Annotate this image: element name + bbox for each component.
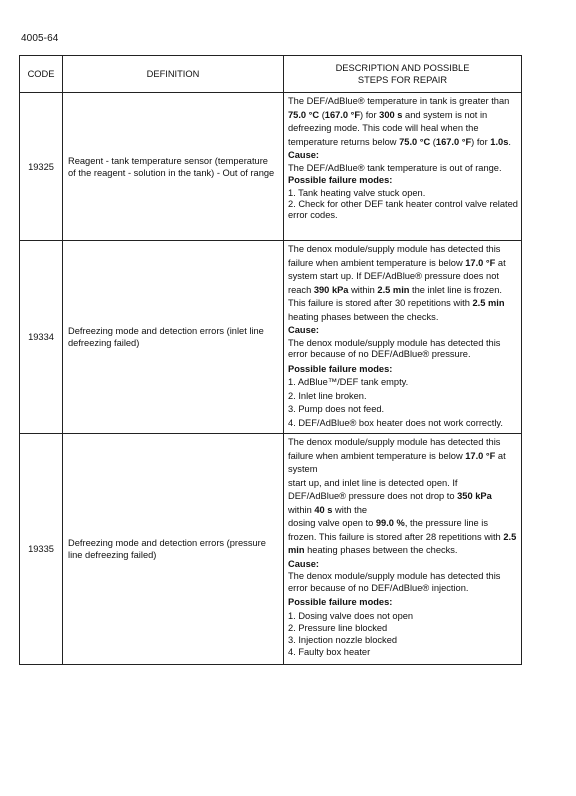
row-code: 19335	[20, 434, 63, 665]
header-description-line1: DESCRIPTION AND POSSIBLE	[335, 63, 470, 73]
page-number: 4005-64	[21, 33, 59, 44]
header-description-line2: STEPS FOR REPAIR	[357, 75, 448, 85]
cause-label: Cause:	[288, 558, 320, 569]
cause-text: The DEF/AdBlue® tank temperature is out of range.	[288, 162, 502, 173]
row-definition: Reagent - tank temperature sensor (temperature of the reagent - solution in the tank) - Out of range	[63, 93, 284, 241]
list-item: 2. Pressure line blocked	[288, 622, 388, 633]
table-header-row	[20, 56, 522, 93]
row-code: 19325	[20, 93, 63, 241]
failure-modes-list	[288, 188, 518, 222]
table-row	[20, 434, 522, 665]
row-description	[284, 93, 522, 241]
cause-text: The denox module/supply module has detected this error because of no DEF/AdBlue® pressure.	[288, 337, 501, 359]
cause-text: The denox module/supply module has detected this error because of no DEF/AdBlue® injection.	[288, 571, 501, 593]
list-item: 1. Tank heating valve stuck open.	[288, 187, 426, 198]
list-item: 1. AdBlue™/DEF tank empty.	[288, 377, 409, 387]
failure-modes-list	[288, 610, 518, 659]
list-item: 4. DEF/AdBlue® box heater does not work correctly.	[288, 417, 503, 428]
table-row	[20, 241, 522, 434]
failure-modes-label: Possible failure modes:	[288, 363, 393, 374]
list-item: 2. Check for other DEF tank heater control valve related error codes.	[288, 198, 518, 220]
cause-label: Cause:	[288, 325, 320, 335]
failure-modes-label: Possible failure modes:	[288, 175, 393, 185]
list-item: 1. Dosing valve does not open	[288, 610, 414, 621]
description-text: The denox module/supply module has detected this failure when ambient temperature is below 17.0 °F at system start up. If DEF/AdBlue® pressure does not reach 390 kPa within 2.5 min the inlet line is frozen. This failure is stored after 30 repetitions with 2.5 min heating phases between the checks.	[288, 244, 506, 322]
header-code: CODE	[20, 56, 63, 93]
cause-label: Cause:	[288, 150, 320, 160]
header-definition: DEFINITION	[63, 56, 284, 93]
failure-modes-label: Possible failure modes:	[288, 597, 393, 607]
fault-code-table	[19, 55, 522, 665]
list-item: 3. Pump does not feed.	[288, 404, 385, 414]
header-description	[284, 56, 522, 93]
list-item: 4. Faulty box heater	[288, 647, 371, 658]
description-text: The denox module/supply module has detected this failure when ambient temperature is below 17.0 °F at system start up, and inlet line is detected open. If DEF/AdBlue® pressure does not drop to 350 kPa within 40 s with the dosing valve open to 99.0 %, the pressure line is frozen. This failure is stored after 28 repetitions with 2.5 min heating phases between the checks.	[288, 437, 517, 555]
row-definition: Defreezing mode and detection errors (inlet line defreezing failed)	[63, 241, 284, 434]
row-description	[284, 434, 522, 665]
row-definition: Defreezing mode and detection errors (pressure line defreezing failed)	[63, 434, 284, 665]
description-text: The DEF/AdBlue® temperature in tank is greater than 75.0 °C (167.0 °F) for 300 s and system is not in defreezing mode. This code will heal when the temperature returns below 75.0 °C (167.0 °F) for 1.0s.	[288, 96, 511, 147]
failure-modes-list	[288, 376, 518, 430]
list-item: 3. Injection nozzle blocked	[288, 634, 398, 645]
table-row	[20, 93, 522, 241]
row-description	[284, 241, 522, 434]
row-code: 19334	[20, 241, 63, 434]
list-item: 2. Inlet line broken.	[288, 390, 367, 401]
